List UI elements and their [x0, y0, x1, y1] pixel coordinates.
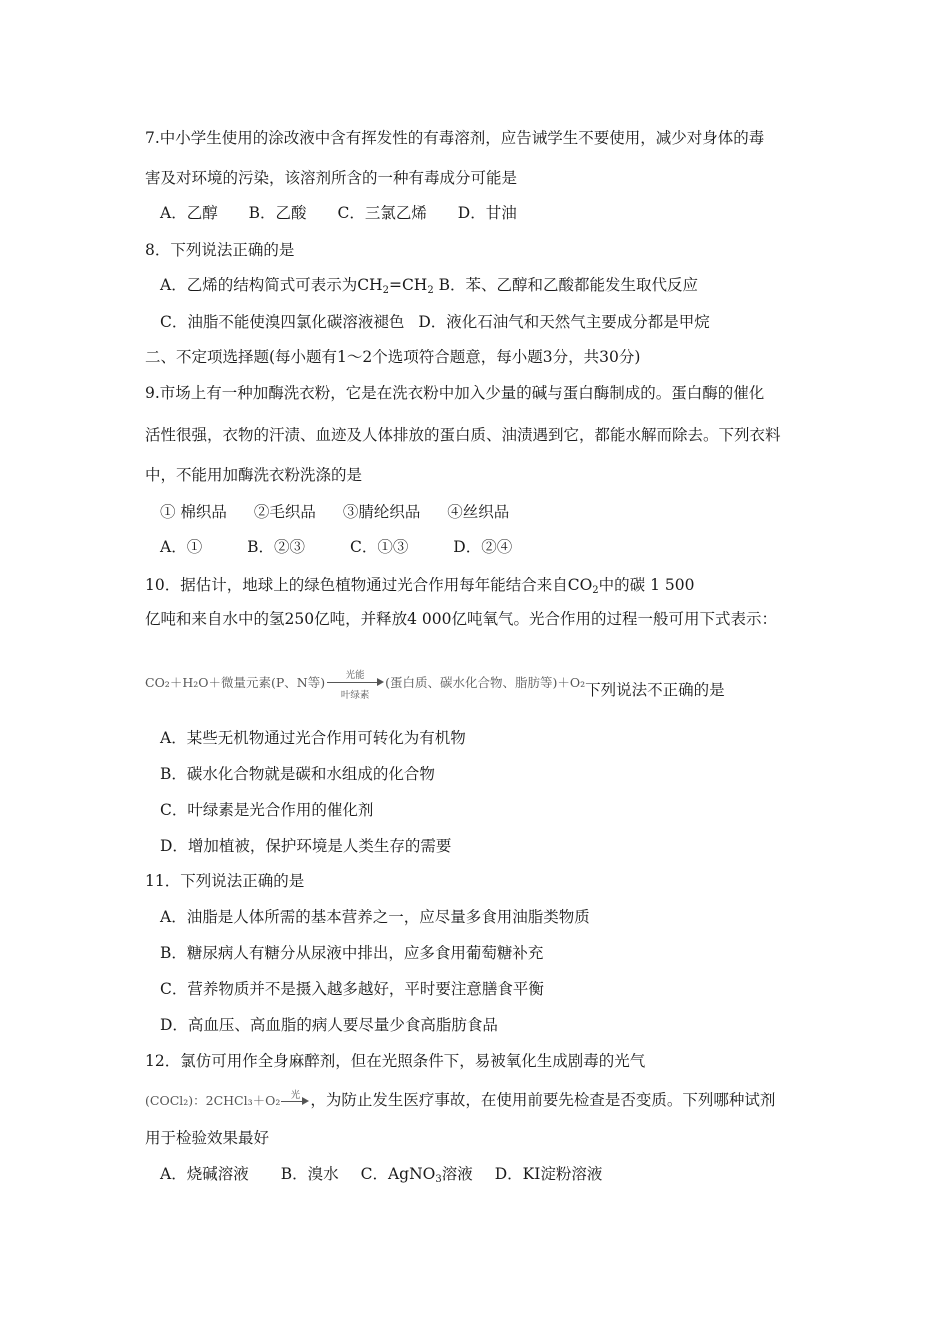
q12-options	[160, 1164, 602, 1190]
q12-line1: 12．氯仿可用作全身麻醉剂，但在光照条件下，易被氧化生成剧毒的光气	[145, 1052, 646, 1070]
q10-option-a: A．某些无机物通过光合作用可转化为有机物	[160, 729, 466, 747]
q10-eq-arrow-bottom: 叶绿素	[340, 690, 370, 701]
q7-options	[160, 203, 517, 223]
arrow-right-icon	[302, 1097, 309, 1105]
q8-options-ab	[160, 275, 698, 301]
q8-option-c: C．油脂不能使溴四氯化碳溶液褪色	[160, 313, 405, 331]
q10-option-d: D．增加植被，保护环境是人类生存的需要	[160, 837, 452, 855]
q10-eq-arrow-line	[327, 682, 381, 683]
q10-eq-left: CO₂＋H₂O＋微量元素(P、N等)	[145, 675, 326, 690]
q10-eq-right: (蛋白质、碳水化合物、脂肪等)＋O₂	[385, 675, 586, 690]
q12-eq-formula: (COCl₂)：2CHCl₃＋O₂	[145, 1093, 281, 1108]
q7-line1: 7.中小学生使用的涂改液中含有挥发性的有毒溶剂，应告诫学生不要使用，减少对身体的毒	[145, 129, 765, 147]
q10-line1-pre: 10．据估计，地球上的绿色植物通过光合作用每年能结合来自CO	[145, 576, 593, 594]
q12-eq-arrow-top: 光	[290, 1090, 301, 1101]
q9-option-a: A．①	[160, 538, 203, 556]
q12-option-a: A．烧碱溶液	[160, 1165, 249, 1183]
q10-line2: 亿吨和来自水中的氢250亿吨，并释放4 000亿吨氧气。光合作用的过程一般可用下式表示：	[145, 610, 777, 628]
q10-eq-tail: 下列说法不正确的是	[585, 681, 725, 699]
q7-option-c: C．三氯乙烯	[337, 204, 427, 222]
q7-line2: 害及对环境的污染，该溶剂所含的一种有毒成分可能是	[145, 169, 518, 187]
q9-option-b: B．②③	[247, 538, 306, 556]
q9-item-4: ④丝织品	[447, 503, 510, 521]
q8-option-d: D．液化石油气和天然气主要成分都是甲烷	[418, 313, 710, 331]
q10-equation-line	[145, 670, 725, 701]
q12-option-c-pre: C．AgNO	[360, 1165, 436, 1183]
q8-options-cd	[160, 312, 710, 332]
q7-option-a: A．乙醇	[160, 204, 218, 222]
q10-line1-sub: 2	[592, 585, 599, 596]
q9-option-c: C．①③	[349, 538, 409, 556]
q11-option-b: B．糖尿病人有糖分从尿液中排出，应多食用葡萄糖补充	[160, 944, 544, 962]
q12-line2	[145, 1090, 775, 1111]
q12-option-d: D．KI淀粉溶液	[494, 1165, 603, 1183]
q8-option-a-sub1: 2	[382, 285, 389, 296]
arrow-right-icon	[377, 678, 384, 686]
q11-stem: 11．下列说法正确的是	[145, 872, 305, 890]
q7-option-b: B．乙酸	[248, 204, 307, 222]
q9-item-1: ① 棉织品	[160, 503, 227, 521]
q9-options	[160, 537, 512, 557]
q9-item-3: ③腈纶织品	[342, 503, 421, 521]
q11-option-c: C．营养物质并不是摄入越多越好，平时要注意膳食平衡	[160, 980, 544, 998]
q12-option-c-sub: 3	[435, 1174, 442, 1185]
q10-eq-arrow-top: 光能	[345, 670, 365, 681]
q10-eq-arrow	[325, 670, 385, 701]
q9-line2: 活性很强，衣物的汗渍、血迹及人体排放的蛋白质、油渍遇到它，都能水解而除去。下列衣料	[145, 426, 781, 444]
q8-option-b: B．苯、乙醇和乙酸都能发生取代反应	[433, 276, 699, 294]
q12-option-b: B．溴水	[280, 1165, 339, 1183]
q12-option-c-post: 溶液	[441, 1165, 473, 1183]
q8-option-a-sub2: 2	[427, 285, 434, 296]
q8-option-a-pre: A．乙烯的结构简式可表示为CH	[160, 276, 383, 294]
q12-eq-arrow	[280, 1092, 310, 1110]
q9-item-2: ②毛织品	[253, 503, 316, 521]
q7-option-d: D．甘油	[457, 204, 517, 222]
q9-line3: 中，不能用加酶洗衣粉洗涤的是	[145, 466, 363, 484]
q9-option-d: D．②④	[453, 538, 513, 556]
section2-heading: 二、不定项选择题(每小题有1～2个选项符合题意，每小题3分，共30分)	[145, 348, 641, 366]
q10-option-c: C．叶绿素是光合作用的催化剂	[160, 801, 374, 819]
q10-line1-post: 中的碳 1 500	[598, 576, 695, 594]
q11-option-a: A．油脂是人体所需的基本营养之一，应尽量多食用油脂类物质	[160, 908, 590, 926]
q8-stem: 8．下列说法正确的是	[145, 241, 295, 259]
q9-line1: 9.市场上有一种加酶洗衣粉，它是在洗衣粉中加入少量的碱与蛋白酶制成的。蛋白酶的催化	[145, 384, 765, 402]
q11-option-d: D．高血压、高血脂的病人要尽量少食高脂肪食品	[160, 1016, 498, 1034]
q10-line1	[145, 575, 694, 601]
q12-line3: 用于检验效果最好	[145, 1129, 270, 1147]
q9-items	[160, 502, 509, 522]
q8-option-a-mid: =CH	[388, 276, 428, 294]
q10-option-b: B．碳水化合物就是碳和水组成的化合物	[160, 765, 435, 783]
q12-line2-post: ，为防止发生医疗事故，在使用前要先检查是否变质。下列哪种试剂	[310, 1091, 776, 1109]
